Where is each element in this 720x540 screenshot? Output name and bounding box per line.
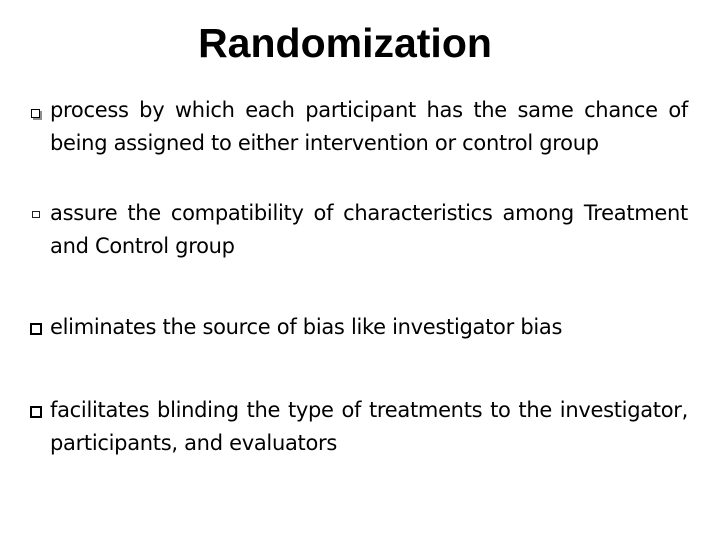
slide-title: Randomization: [198, 20, 492, 66]
shadow-box-bullet-icon: [31, 109, 40, 118]
bullet-item: [0, 394, 720, 464]
bullet-item: [0, 94, 720, 164]
bullet-text: eliminates the source of bias like investigator bias: [50, 315, 563, 339]
bullet-text: process by which each participant has the same chance of being assigned to either intervention or control group: [50, 98, 688, 155]
bullet-item: [0, 197, 720, 267]
bullet-item: [0, 311, 720, 347]
thin-box-bullet-icon: [32, 211, 40, 218]
hollow-box-bullet-icon: [30, 406, 42, 418]
bullet-text: facilitates blinding the type of treatments to the investigator, participants, and evaluators: [50, 398, 688, 455]
bullet-text: assure the compatibility of characteristics among Treatment and Control group: [50, 201, 688, 258]
hollow-box-bullet-icon: [30, 323, 42, 335]
